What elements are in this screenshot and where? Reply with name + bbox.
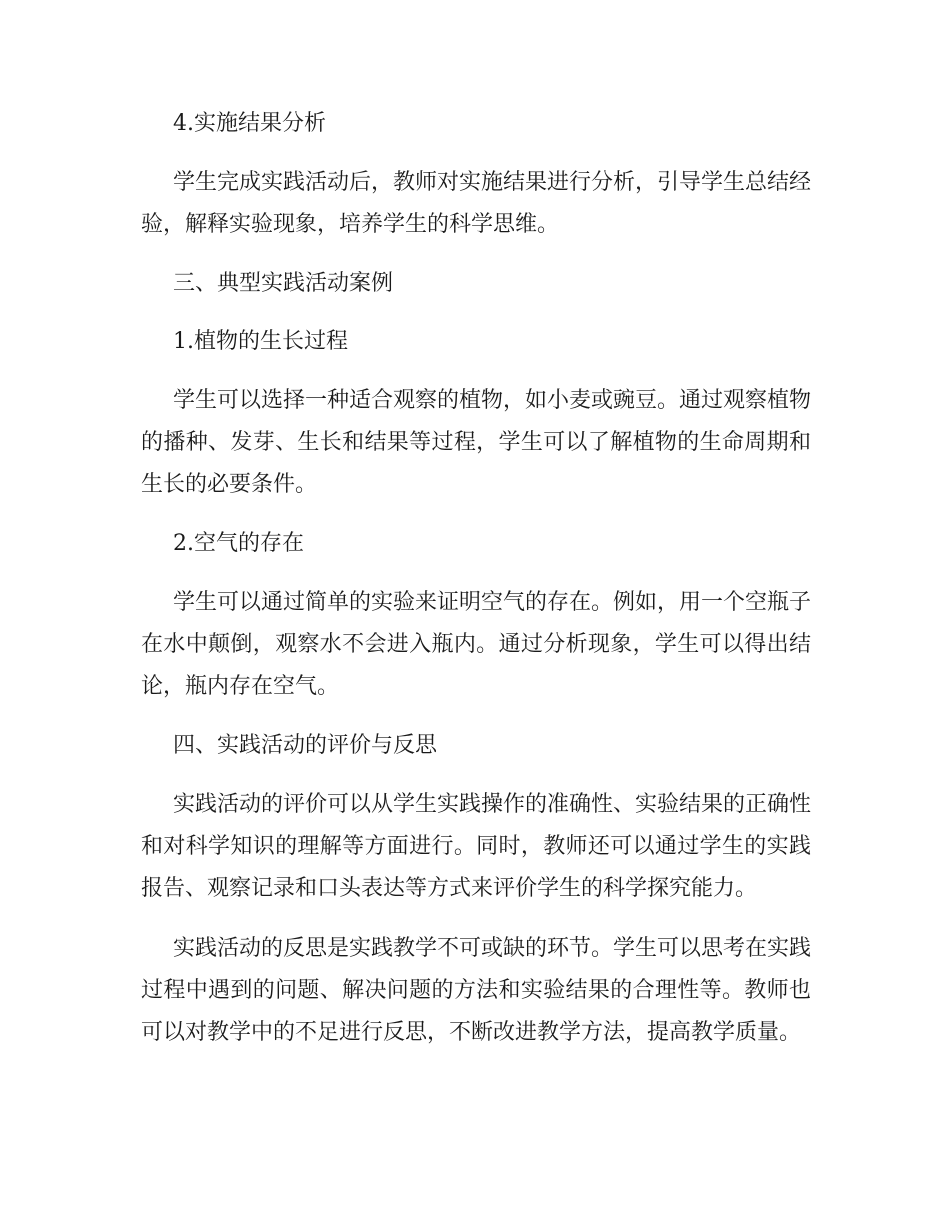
paragraph-plant-growth: 学生可以选择一种适合观察的植物，如小麦或豌豆。通过观察植物的播种、发芽、生长和结果等过程，学生可以了解植物的生命周期和生长的必要条件。 xyxy=(141,388,812,497)
paragraph-evaluation: 实践活动的评价可以从学生实践操作的准确性、实验结果的正确性和对科学知识的理解等方面进行。同时，教师还可以通过学生的实践报告、观察记录和口头表达等方式来评价学生的科学探究能力。 xyxy=(141,792,812,901)
section-heading-typical-cases: 三、典型实践活动案例 xyxy=(173,271,394,296)
paragraph-air-existence: 学生可以通过简单的实验来证明空气的存在。例如，用一个空瓶子在水中颠倒，观察水不会进入瓶内。通过分析现象，学生可以得出结论，瓶内存在空气。 xyxy=(141,590,812,699)
section-heading-result-analysis: 4.实施结果分析 xyxy=(173,111,326,136)
paragraph-result-analysis: 学生完成实践活动后，教师对实施结果进行分析，引导学生总结经验，解释实验现象，培养学生的科学思维。 xyxy=(141,170,812,237)
paragraph-reflection: 实践活动的反思是实践教学不可或缺的环节。学生可以思考在实践过程中遇到的问题、解决问题的方法和实验结果的合理性等。教师也可以对教学中的不足进行反思，不断改进教学方法，提高教学质量。 xyxy=(141,936,812,1045)
document-body xyxy=(141,104,811,1054)
section-heading-evaluation-reflection: 四、实践活动的评价与反思 xyxy=(173,733,438,758)
subsection-heading-air-existence: 2.空气的存在 xyxy=(173,531,304,556)
subsection-heading-plant-growth: 1.植物的生长过程 xyxy=(173,329,348,354)
